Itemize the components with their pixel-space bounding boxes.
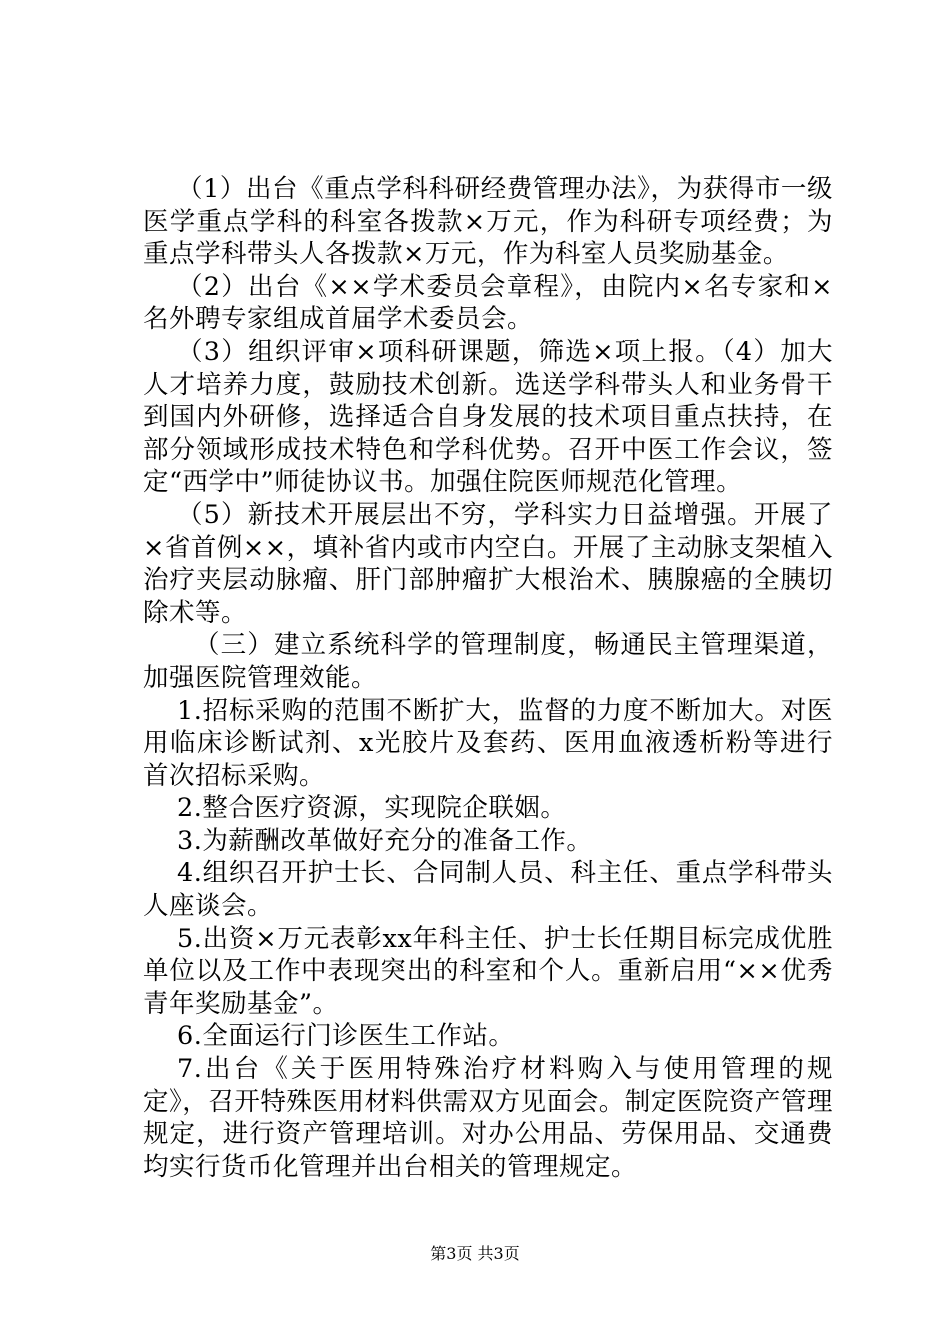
section-heading: （三）建立系统科学的管理制度，畅通民主管理渠道，加强医院管理效能。: [143, 630, 833, 693]
paragraph-item-6: 6.全面运行门诊医生工作站。: [177, 1021, 515, 1052]
paragraph-2: （2）出台《××学术委员会章程》，由院内×名专家和×名外聘专家组成首届学术委员会。: [143, 271, 833, 335]
paragraph-3: （3）组织评审×项科研课题，筛选×项上报。（4）加大人才培养力度，鼓励技术创新。选送学科带头人和业务骨干到国内外研修，选择适合自身发展的技术项目重点扶持，在部分领域形成技术特色和学科优势。召开中医工作会议，签定“西学中”师徒协议书。加强住院医师规范化管理。: [143, 336, 833, 498]
page-footer: 第3页 共3页: [430, 1244, 520, 1263]
paragraph-item-4: 4.组织召开护士长、合同制人员、科主任、重点学科带头人座谈会。: [143, 858, 833, 922]
paragraph-item-5: 5.出资×万元表彰xx年科主任、护士长任期目标完成优胜单位以及工作中表现突出的科室和个人。重新启用“××优秀青年奖励基金”。: [143, 923, 833, 1019]
paragraph-4: （5）新技术开展层出不穷，学科实力日益增强。开展了×省首例××，填补省内或市内空白。开展了主动脉支架植入治疗夹层动脉瘤、肝门部肿瘤扩大根治术、胰腺癌的全胰切除术等。: [143, 499, 833, 628]
paragraph-item-7: 7.出台《关于医用特殊治疗材料购入与使用管理的规定》，召开特殊医用材料供需双方见面会。制定医院资产管理规定，进行资产管理培训。对办公用品、劳保用品、交通费均实行货币化管理并出台相关的管理规定。: [143, 1054, 833, 1182]
paragraph-item-2: 2.整合医疗资源，实现院企联姻。: [177, 793, 567, 824]
paragraph-1: （1）出台《重点学科科研经费管理办法》，为获得市一级医学重点学科的科室各拨款×万元，作为科研专项经费；为重点学科带头人各拨款×万元，作为科室人员奖励基金。: [143, 174, 833, 270]
paragraph-item-1: 1.招标采购的范围不断扩大，监督的力度不断加大。对医用临床诊断试剂、x光胶片及套药、医用血液透析粉等进行首次招标采购。: [143, 695, 833, 791]
paragraph-item-3: 3.为薪酬改革做好充分的准备工作。: [177, 825, 593, 856]
document-body: [143, 173, 833, 1183]
